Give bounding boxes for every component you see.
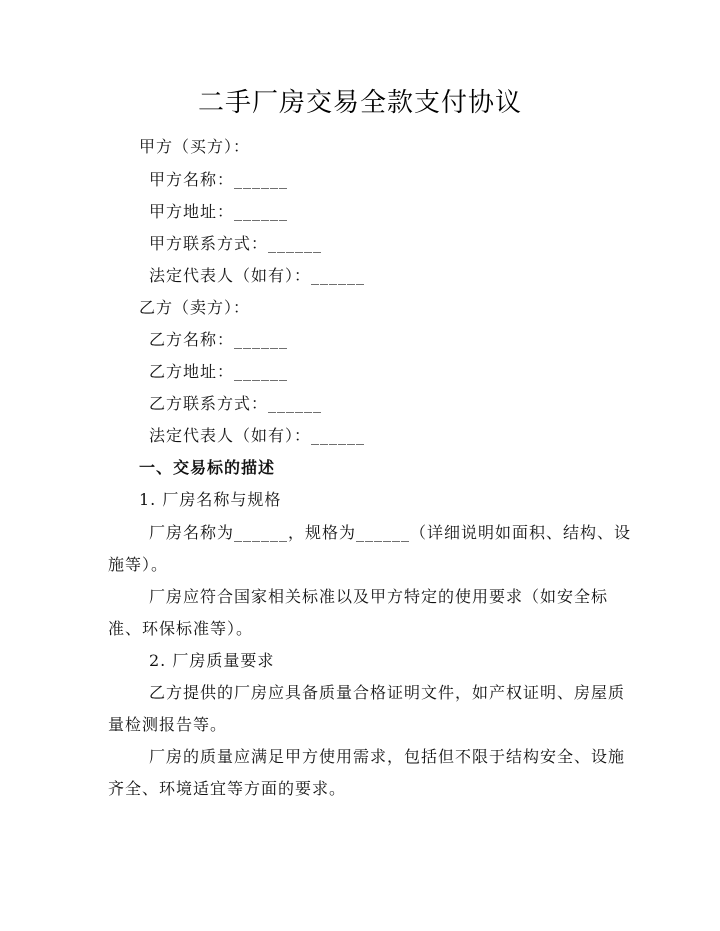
item-2-paragraph-1-line-2: 量检测报告等。 [108,715,228,734]
item-2-title: 2. 厂房质量要求 [149,651,275,670]
party-a-representative-field: 法定代表人（如有）：______ [149,266,366,285]
party-b-representative-field: 法定代表人（如有）：______ [149,426,366,445]
item-2-paragraph-2-line-2: 齐全、环境适宜等方面的要求。 [108,779,347,798]
item-1-paragraph-1-line-1: 厂房名称为______，规格为______（详细说明如面积、结构、设 [149,523,632,542]
item-1-paragraph-2-line-1: 厂房应符合国家相关标准以及甲方特定的使用要求（如安全标 [149,587,609,606]
section-1-heading: 一、交易标的描述 [139,458,276,477]
document-title: 二手厂房交易全款支付协议 [197,88,522,118]
party-a-address-field: 甲方地址：______ [149,202,289,221]
item-2-paragraph-1-line-1: 乙方提供的厂房应具备质量合格证明文件，如产权证明、房屋质 [149,683,626,702]
item-1-title: 1. 厂房名称与规格 [139,490,282,509]
party-b-contact-field: 乙方联系方式：______ [149,394,323,413]
item-1-paragraph-1-line-2: 施等）。 [108,555,169,574]
party-a-contact-field: 甲方联系方式：______ [149,234,323,253]
party-b-heading: 乙方（卖方）： [139,298,251,317]
party-b-name-field: 乙方名称：______ [149,330,289,349]
party-a-heading: 甲方（买方）： [139,137,251,156]
item-1-paragraph-2-line-2: 准、环保标准等）。 [108,619,254,638]
item-2-paragraph-2-line-1: 厂房的质量应满足甲方使用需求，包括但不限于结构安全、设施 [149,747,626,766]
party-b-address-field: 乙方地址：______ [149,362,289,381]
party-a-name-field: 甲方名称：______ [149,170,289,189]
